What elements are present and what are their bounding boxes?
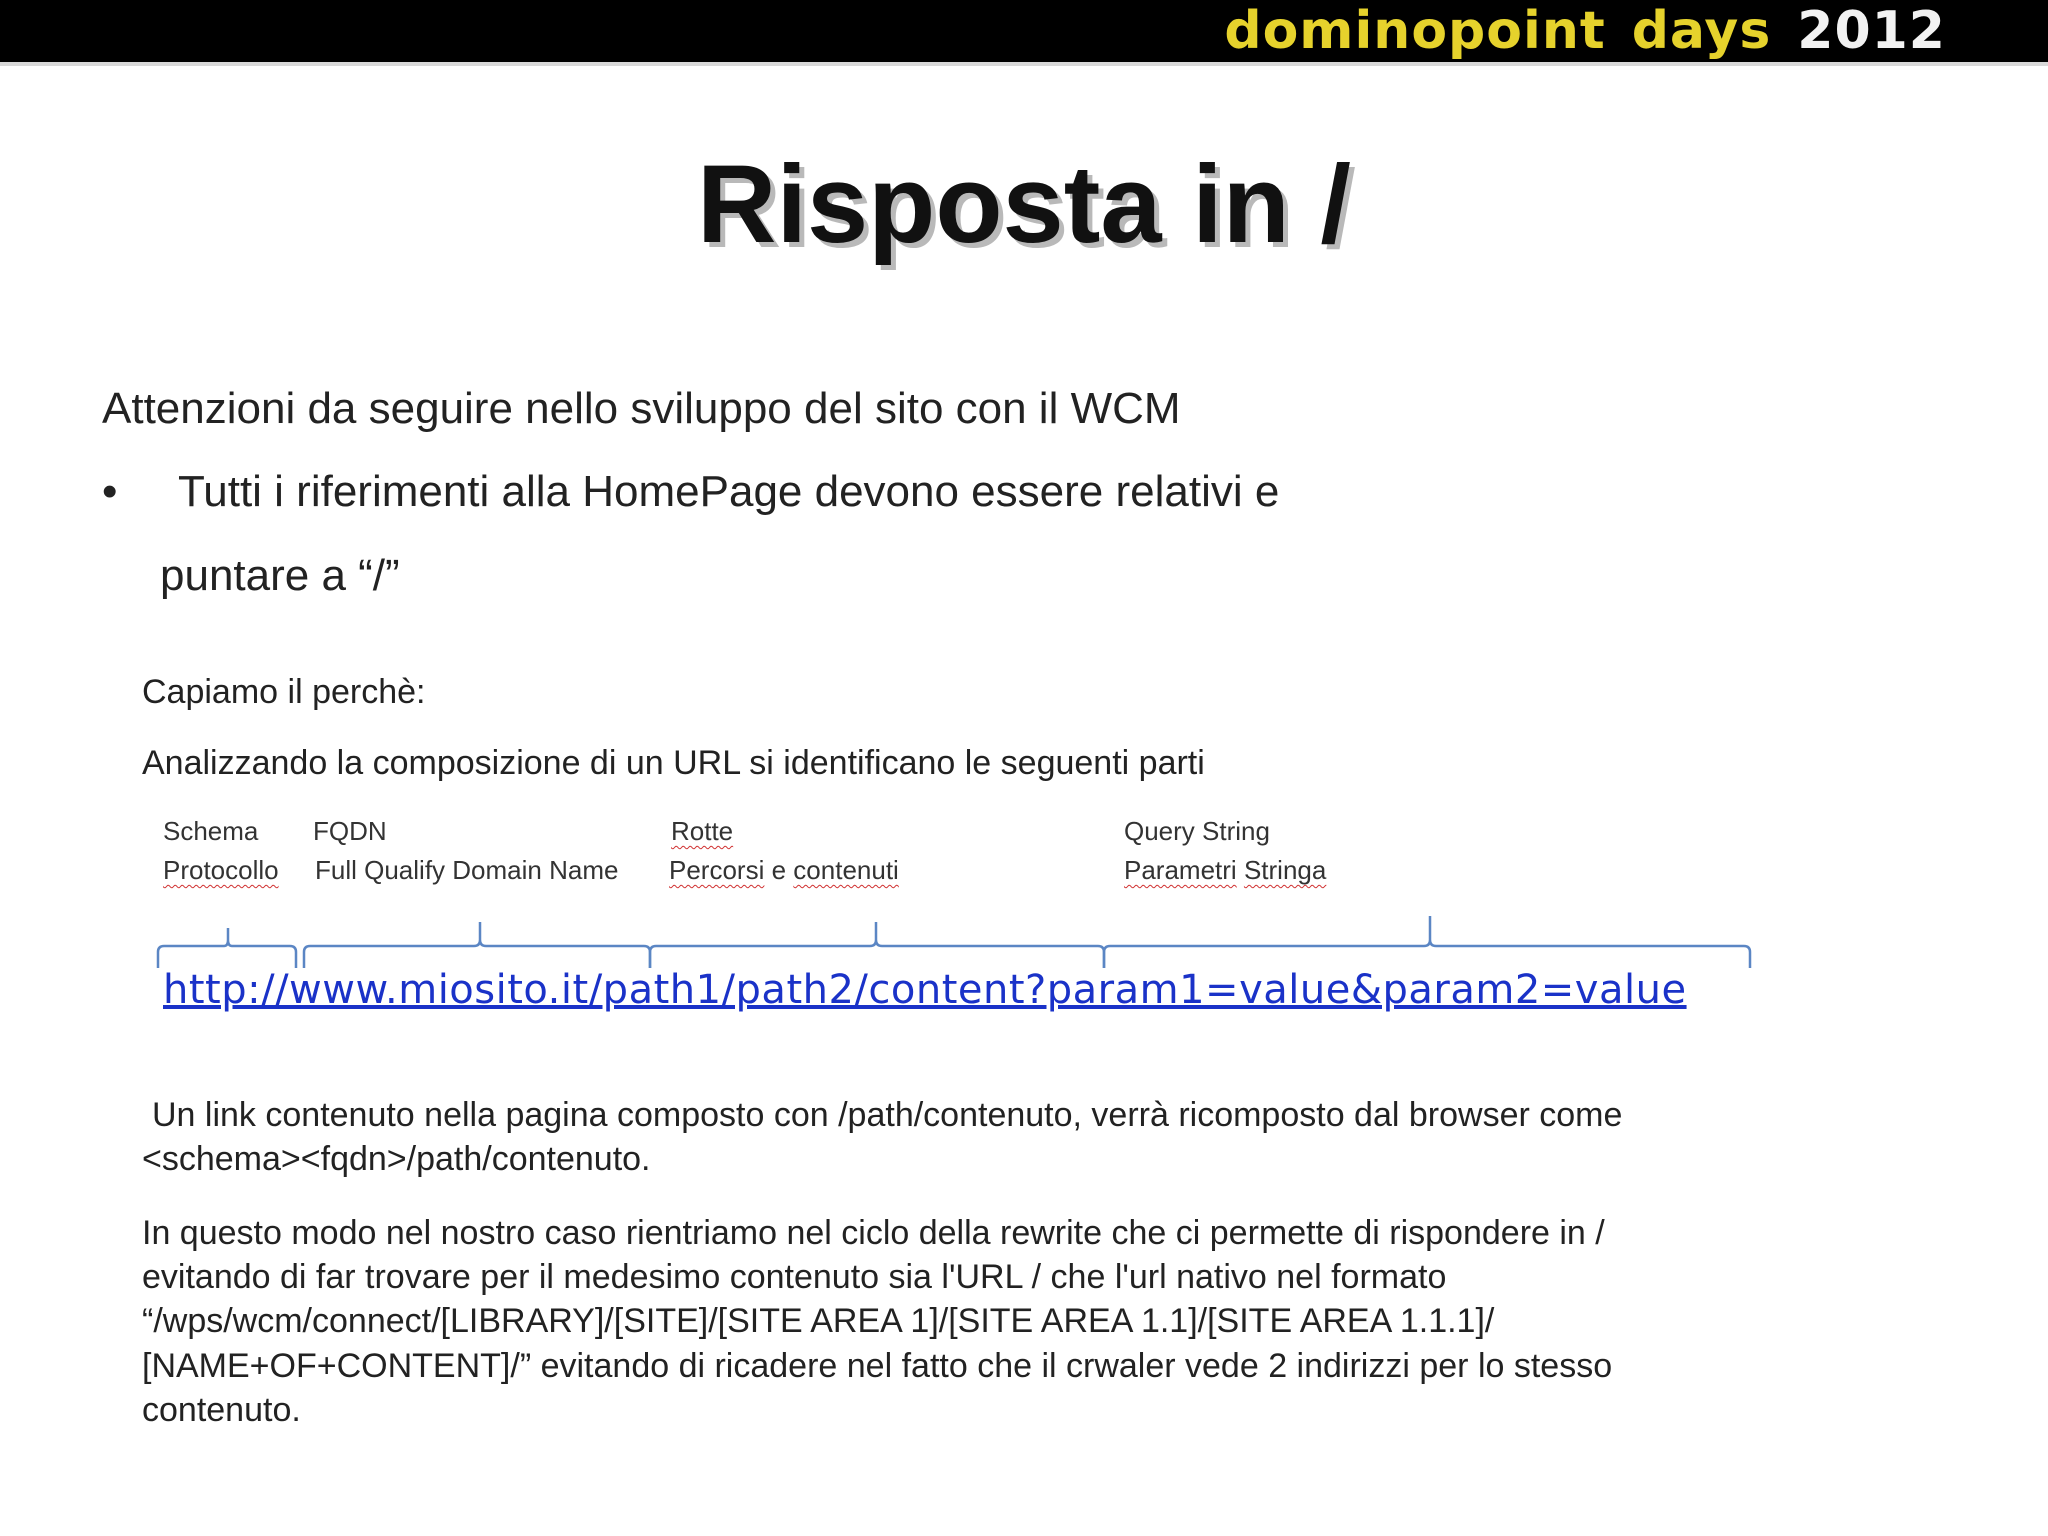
slide-title: Risposta in / [697, 143, 1351, 266]
bullet-icon: • [102, 467, 118, 516]
paragraph-link-explanation [142, 1093, 1782, 1181]
bullet-text-line2: puntare a “/” [160, 551, 400, 600]
label-schema: Schema [163, 816, 259, 846]
paragraph2-line1: In questo modo nel nostro caso rientriamo nel ciclo della rewrite che ci permette di rispondere in / [142, 1214, 1605, 1252]
header-bar [0, 0, 2048, 62]
example-url-link[interactable]: http://www.miosito.it/path1/path2/content?param1=value&param2=value [163, 967, 1687, 1013]
intro-text: Attenzioni da seguire nello sviluppo del sito con il WCM [102, 384, 1181, 433]
label-parametri-stringa [1124, 857, 1326, 883]
bullet-text-line1: Tutti i riferimenti alla HomePage devono essere relativi e [178, 467, 1280, 516]
analyze-text: Analizzando la composizione di un URL si identificano le seguenti parti [142, 744, 1205, 782]
brand-text-dominopoint: dominopoint [1224, 1, 1606, 61]
label-percorsi: Percorsi [669, 855, 765, 885]
why-heading: Capiamo il perchè: [142, 673, 426, 711]
header-divider [0, 62, 2048, 66]
label-fqdn: FQDN [313, 816, 387, 846]
paragraph2-line2: evitando di far trovare per il medesimo contenuto sia l'URL / che l'url nativo nel formato [142, 1258, 1447, 1297]
paragraph1-line2: <schema><fqdn>/path/contenuto. [142, 1140, 651, 1179]
label-e: e [771, 855, 787, 885]
paragraph-rewrite-explanation [142, 1211, 1782, 1432]
bracket-query-string [1104, 916, 1750, 968]
paragraph2-line4: [NAME+OF+CONTENT]/” evitando di ricadere nel fatto che il crwaler vede 2 indirizzi per lo stesso [142, 1346, 1613, 1385]
paragraph2-line5: contenuto. [142, 1390, 301, 1429]
brand-text-year: 2012 [1797, 1, 1946, 61]
bracket-schema [158, 928, 296, 968]
label-parametri: Parametri [1124, 855, 1237, 885]
brand-text-days: days [1631, 1, 1772, 61]
label-contenuti: contenuti [793, 855, 899, 885]
bracket-rotte [650, 922, 1104, 968]
label-full-qualify-domain-name: Full Qualify Domain Name [315, 855, 619, 885]
label-protocollo: Protocollo [163, 855, 279, 885]
label-rotte: Rotte [671, 816, 734, 846]
bracket-fqdn [304, 922, 650, 968]
paragraph1-line1: Un link contenuto nella pagina composto con /path/contenuto, verrà ricomposto dal browser come [152, 1096, 1623, 1134]
label-query-string: Query String [1124, 816, 1270, 846]
label-stringa: Stringa [1243, 855, 1327, 885]
paragraph2-line3: “/wps/wcm/connect/[LIBRARY]/[SITE]/[SITE AREA 1]/[SITE AREA 1.1]/[SITE AREA 1.1.1]/ [142, 1302, 1495, 1341]
brand-logo [1224, 2, 1946, 60]
label-percorsi-e-contenuti [669, 857, 899, 883]
